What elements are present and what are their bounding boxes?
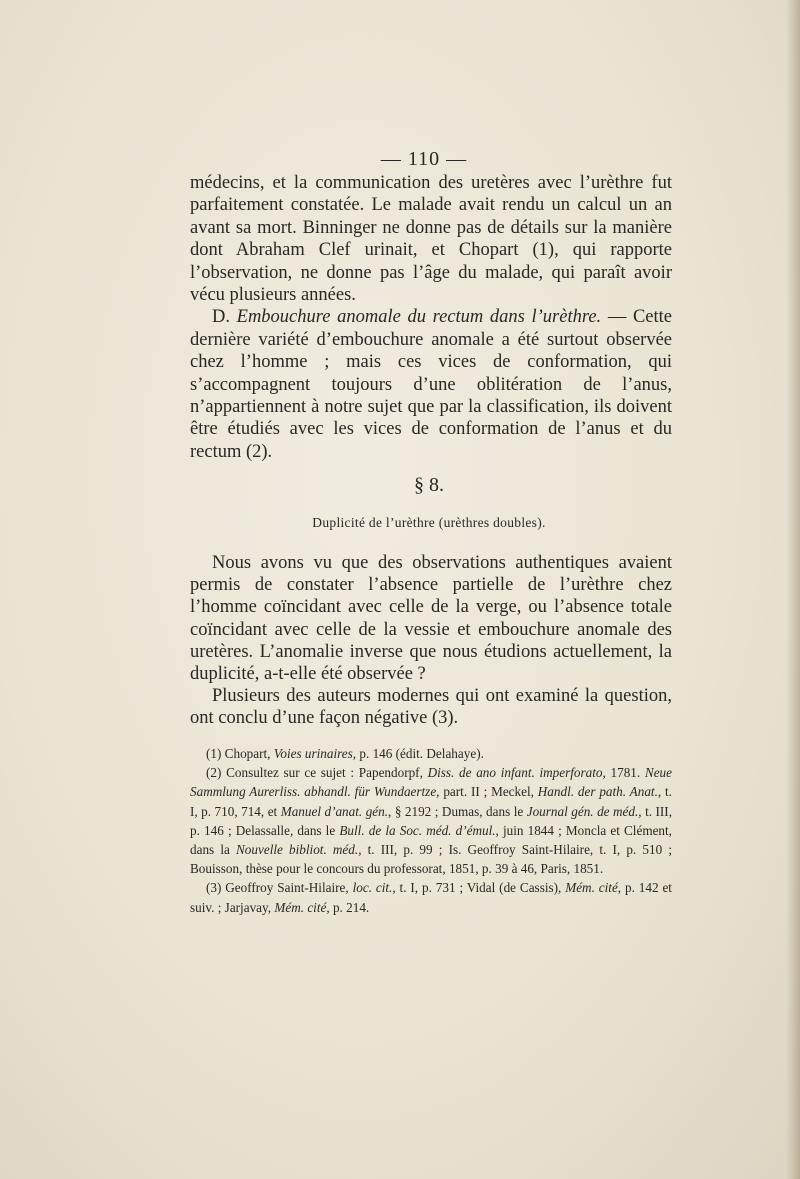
footnote-2-title: Journal gén. de méd. bbox=[526, 803, 639, 819]
footnote-2-title: Nouvelle bibliot. méd. bbox=[236, 842, 359, 858]
footnote-1-text: , p. 146 (édit. Delahaye). bbox=[352, 746, 484, 761]
footnote-3 bbox=[190, 878, 672, 916]
paragraph-4: Plusieurs des auteurs modernes qui ont examiné la question, ont conclu d’une façon négative (3). bbox=[190, 686, 672, 729]
footnote-1-text: (1) Chopart, bbox=[206, 746, 274, 761]
footnote-2-title: Manuel d’anat. gén. bbox=[280, 803, 389, 819]
footnote-3-text: (3) Geoffroy Saint-Hilaire, bbox=[206, 880, 353, 896]
footnote-2-text: , t. I, p. 710, 714, et bbox=[190, 784, 672, 819]
paragraph-2-lead: D. bbox=[212, 307, 230, 328]
paragraph-2-body: — Cette dernière variété d’embouchure anomale a été surtout observée chez l’homme ; mais ces vices de conformation, qui s’accompagnent toujours d’une oblitération de l’anus, n’appartiennent à notre sujet que par la classification, ils doivent être étudiés avec les vices de conformation de l’anus et du rectum (2). bbox=[190, 307, 673, 462]
footnote-2-title: Neue Sammlung Aurerliss. abhandl. für Wundaertze bbox=[190, 765, 673, 800]
section-title: Duplicité de l’urèthre (urèthres doubles). bbox=[312, 515, 546, 530]
footnote-2-text: (2) Consultez sur ce sujet : Papendorpf, bbox=[206, 765, 428, 781]
footnote-2-text: , part. II ; Meckel, bbox=[436, 784, 538, 800]
footnote-3-text: , t. I, p. 731 ; Vidal (de Cassis), bbox=[392, 880, 566, 896]
paragraph-2 bbox=[190, 306, 672, 463]
footnote-3-title: Mém. cité bbox=[565, 880, 618, 896]
footnote-3-title: loc. cit. bbox=[352, 880, 393, 896]
paragraph-2-heading: Embouchure anomale du rectum dans l’urèthre. bbox=[236, 307, 602, 328]
footnote-1-title: Voies urinaires bbox=[273, 746, 353, 761]
footnote-3-text: , p. 214. bbox=[326, 899, 370, 915]
footnote-2-title: Handl. der path. Anat. bbox=[537, 784, 658, 800]
footnote-3-text: , p. 142 et suiv. ; Jarjavay, bbox=[190, 880, 672, 915]
page-spine-shadow bbox=[786, 0, 800, 1179]
section-number: § 8. bbox=[414, 474, 444, 496]
footnote-2-title: Bull. de la Soc. méd. d’émul. bbox=[339, 822, 496, 838]
section-text-block bbox=[190, 552, 672, 730]
footnote-2-text: , § 2192 ; Dumas, dans le bbox=[388, 803, 527, 819]
page-number: — 110 — bbox=[380, 148, 468, 170]
footnote-2-title: Diss. de ano infant. imperforato bbox=[427, 765, 603, 781]
paragraph-3: Nous avons vu que des observations authentiques avaient permis de constater l’absence partielle de l’urèthre chez l’homme coïncidant avec celle de la verge, ou l’absence totale coïncidant avec celle de la vessie et embouchure anomale des uretères. L’anomalie inverse que nous étudions actuellement, la duplicité, a-t-elle été observée ? bbox=[190, 553, 672, 685]
footnote-3-title: Mém. cité bbox=[274, 899, 327, 915]
main-text-block bbox=[190, 172, 672, 463]
footnote-2-text: , t. III, p. 146 ; Delassalle, dans le bbox=[190, 803, 672, 838]
footnote-2-text: , 1781. bbox=[602, 765, 645, 781]
paragraph-1: médecins, et la communication des uretères avec l’urèthre fut parfaitement constatée. Le malade avait rendu un calcul un an avant sa mort. Binninger ne donne pas de détails sur la manière dont Abraham Clef urinait, et Chopart (1), qui rapporte l’observation, ne donne pas l’âge du malade, qui paraît avoir vécu plusieurs années. bbox=[190, 173, 672, 306]
footnote-2 bbox=[190, 763, 672, 878]
footnote-1 bbox=[190, 744, 672, 763]
footnote-2-text: , t. III, p. 99 ; Is. Geoffroy Saint-Hilaire, t. I, p. 510 ; Bouisson, thèse pour le concours du professorat, 1851, p. 39 à 46, Paris, 1851. bbox=[190, 842, 672, 877]
footnote-2-text: , juin 1844 ; Moncla et Clément, dans la bbox=[190, 822, 672, 858]
footnotes bbox=[190, 744, 672, 917]
